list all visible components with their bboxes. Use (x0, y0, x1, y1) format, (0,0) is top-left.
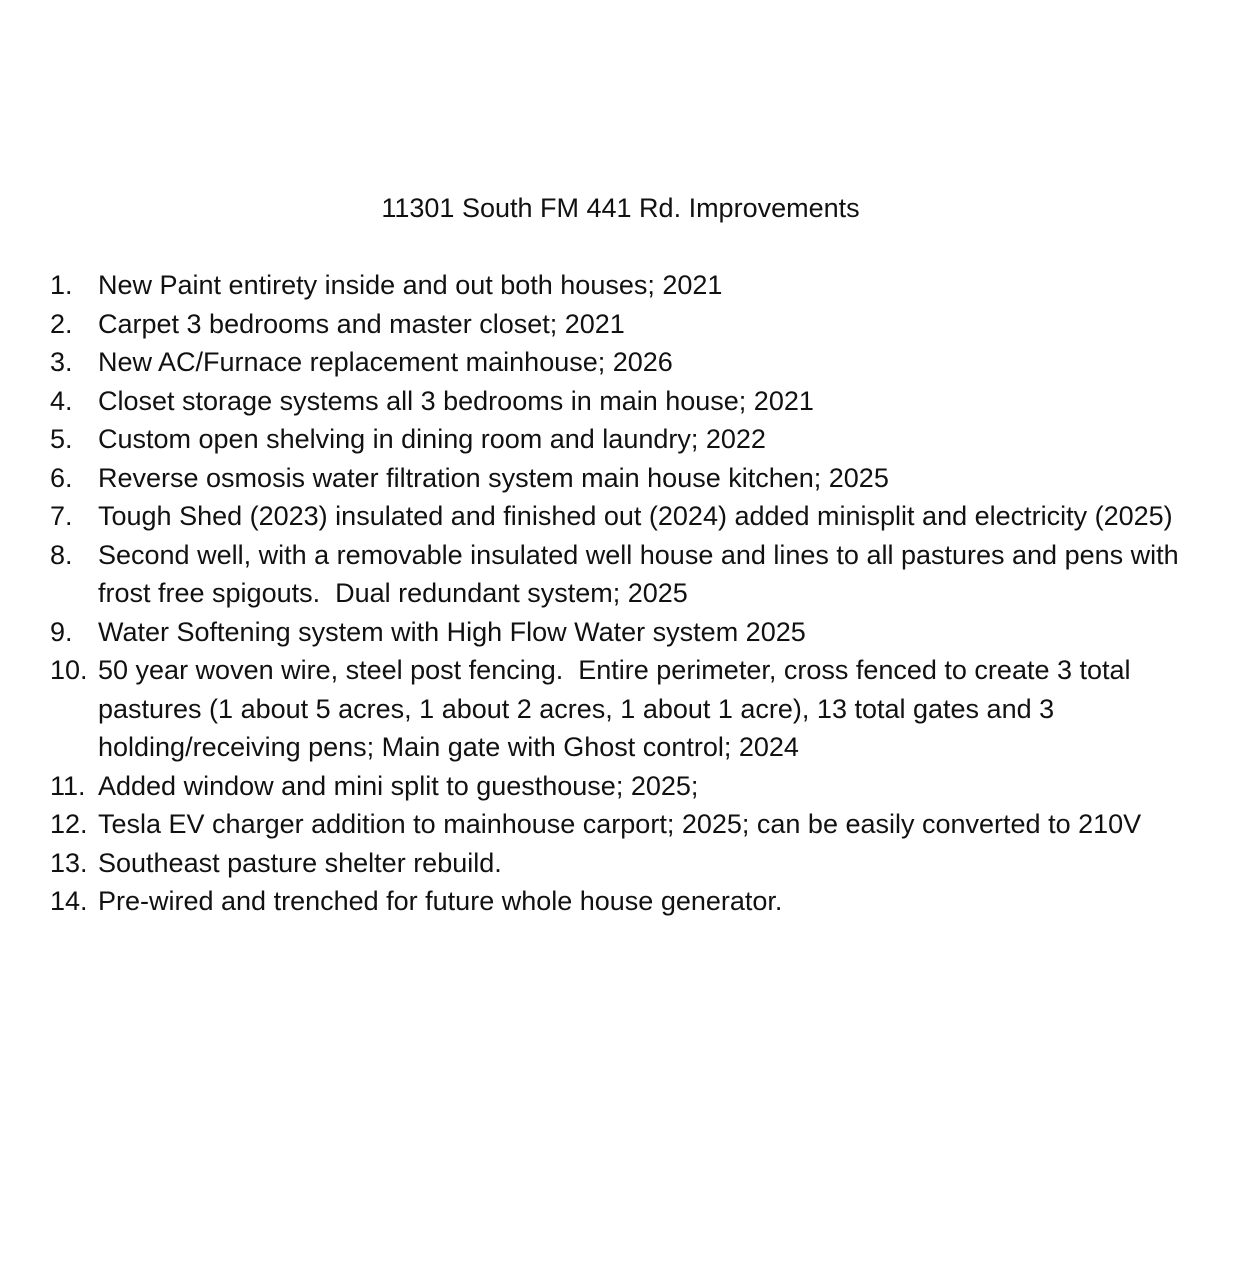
item-number: 9. (50, 616, 73, 647)
item-number: 12. (50, 809, 88, 839)
document-title: 11301 South FM 441 Rd. Improvements (381, 193, 860, 223)
item-number: 2. (50, 308, 73, 339)
item-number: 4. (50, 385, 73, 416)
item-number: 3. (50, 347, 73, 377)
item-text: Closet storage systems all 3 bedrooms in main house; 2021 (98, 385, 814, 416)
item-text: Carpet 3 bedrooms and master closet; 2021 (98, 308, 625, 339)
item-text: Custom open shelving in dining room and laundry; 2022 (98, 424, 766, 454)
list-item (50, 382, 1230, 421)
list-item (50, 613, 1230, 652)
list-item (50, 844, 1230, 883)
item-number: 7. (50, 501, 73, 531)
item-number: 1. (50, 270, 73, 300)
item-text: Second well, with a removable insulated well house and lines to all pastures and pens with frost free spigouts. Dual redundant system; 2025 (98, 539, 1187, 608)
list-item (50, 343, 1230, 382)
item-number: 8. (50, 539, 73, 570)
list-item (50, 805, 1230, 844)
item-text: Added window and mini split to guesthouse; 2025; (98, 770, 699, 801)
item-text: Tesla EV charger addition to mainhouse carport; 2025; can be easily converted to 210V (98, 809, 1142, 839)
list-item (50, 420, 1230, 459)
item-text: Tough Shed (2023) insulated and finished out (2024) added minisplit and electricity (2025) (98, 501, 1173, 531)
list-item (50, 767, 1230, 806)
item-number: 6. (50, 462, 73, 493)
list-item (50, 651, 1230, 767)
item-number: 13. (50, 847, 88, 878)
item-number: 5. (50, 424, 73, 454)
item-text: New AC/Furnace replacement mainhouse; 2026 (98, 347, 673, 377)
item-text: New Paint entirety inside and out both houses; 2021 (98, 270, 723, 300)
list-item (50, 882, 1230, 921)
item-text: Pre-wired and trenched for future whole house generator. (98, 886, 783, 916)
item-number: 10. (50, 655, 88, 685)
list-item (50, 305, 1230, 344)
item-number: 11. (50, 770, 86, 801)
list-item (50, 266, 1230, 305)
improvements-list (50, 266, 1230, 921)
item-text: Water Softening system with High Flow Water system 2025 (98, 616, 806, 647)
item-number: 14. (50, 886, 88, 916)
list-item (50, 459, 1230, 498)
item-text: Southeast pasture shelter rebuild. (98, 847, 502, 878)
list-item (50, 536, 1230, 613)
item-text: 50 year woven wire, steel post fencing. Entire perimeter, cross fenced to create 3 total pastures (1 about 5 acres, 1 about 2 acres, 1 about 1 acre), 13 total gates and 3 holding/receiving pens; Main gate with Ghost control; 2024 (98, 655, 1139, 762)
item-text: Reverse osmosis water filtration system main house kitchen; 2025 (98, 462, 889, 493)
list-item (50, 497, 1230, 536)
